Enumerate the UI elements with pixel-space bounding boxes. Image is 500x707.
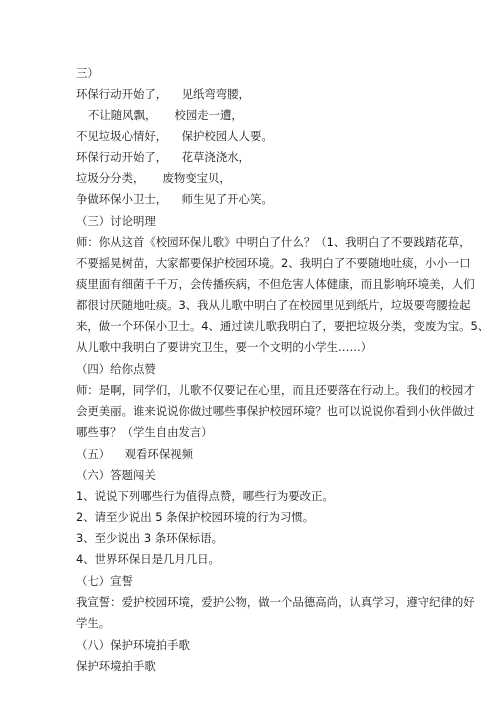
section-three-marker: 三） — [76, 66, 99, 80]
section-heading: （六）答题闯关 — [76, 468, 156, 482]
question-item: 4、世界环保日是几月几日。 — [76, 552, 220, 566]
paragraph-line: 痰里面有细菌千千万，会传播疾病，不但危害人体健康，而且影响环境美，人们 — [76, 277, 475, 291]
question-item: 2、请至少说出 5 条保护校园环境的行为习惯。 — [76, 510, 315, 524]
question-item: 3、至少说出 3 条环保标语。 — [76, 531, 224, 545]
poem-line: 环保行动开始了， 花草浇浇水， — [76, 150, 250, 164]
section-heading: （五） 观看环保视频 — [76, 447, 193, 461]
section-heading: （八）保护环境拍手歌 — [76, 638, 190, 652]
oath-line: 我宣誓：爱护校园环境，爱护公物，做一个品德高尚，认真学习，遵守纪律的好 — [76, 595, 475, 609]
paragraph-line: 会更美丽。谁来说说你做过哪些事保护校园环境？也可以说说你看到小伙伴做过 — [76, 404, 475, 418]
paragraph-line: 师：是啊，同学们，儿歌不仅要记在心里，而且还要落在行动上。我们的校园才 — [76, 383, 475, 397]
section-heading: （四）给你点赞 — [76, 362, 156, 376]
paragraph-line: 来，做一个环保小卫士。4、通过读儿歌我明白了，要把垃圾分类，变废为宝。5、 — [76, 319, 490, 333]
oath-line: 学生。 — [76, 616, 111, 630]
question-item: 1、说说下列哪些行为值得点赞，哪些行为要改正。 — [76, 489, 334, 503]
poem-line: 不让随风飘， 校园走一遭， — [88, 108, 243, 122]
section-heading: （三）讨论明理 — [76, 214, 156, 228]
paragraph-line: 师：你从这首《校园环保儿歌》中明白了什么？（1、我明白了不要践踏花草， — [76, 235, 471, 249]
paragraph-line: 不要摇晃树苗，大家都要保护校园环境。2、我明白了不要随地吐痰，小小一口 — [76, 256, 471, 270]
poem-line: 不见垃圾心情好， 保护校园人人要。 — [76, 129, 273, 143]
paragraph-line: 都很讨厌随地吐痰。3、我从儿歌中明白了在校园里见到纸片，垃圾要弯腰捡起 — [76, 298, 471, 312]
section-heading: （七）宣誓 — [76, 574, 133, 588]
poem-line: 环保行动开始了， 见纸弯弯腰， — [76, 87, 250, 101]
poem-line: 垃圾分分类， 废物变宝贝， — [76, 171, 231, 185]
song-title: 保护环境拍手歌 — [76, 659, 156, 673]
paragraph-line: 哪些事？（学生自由发言） — [76, 425, 213, 439]
poem-line: 争做环保小卫士， 师生见了开心笑。 — [76, 192, 273, 206]
paragraph-line: 从儿歌中我明白了要讲究卫生，要一个文明的小学生……） — [76, 340, 373, 354]
